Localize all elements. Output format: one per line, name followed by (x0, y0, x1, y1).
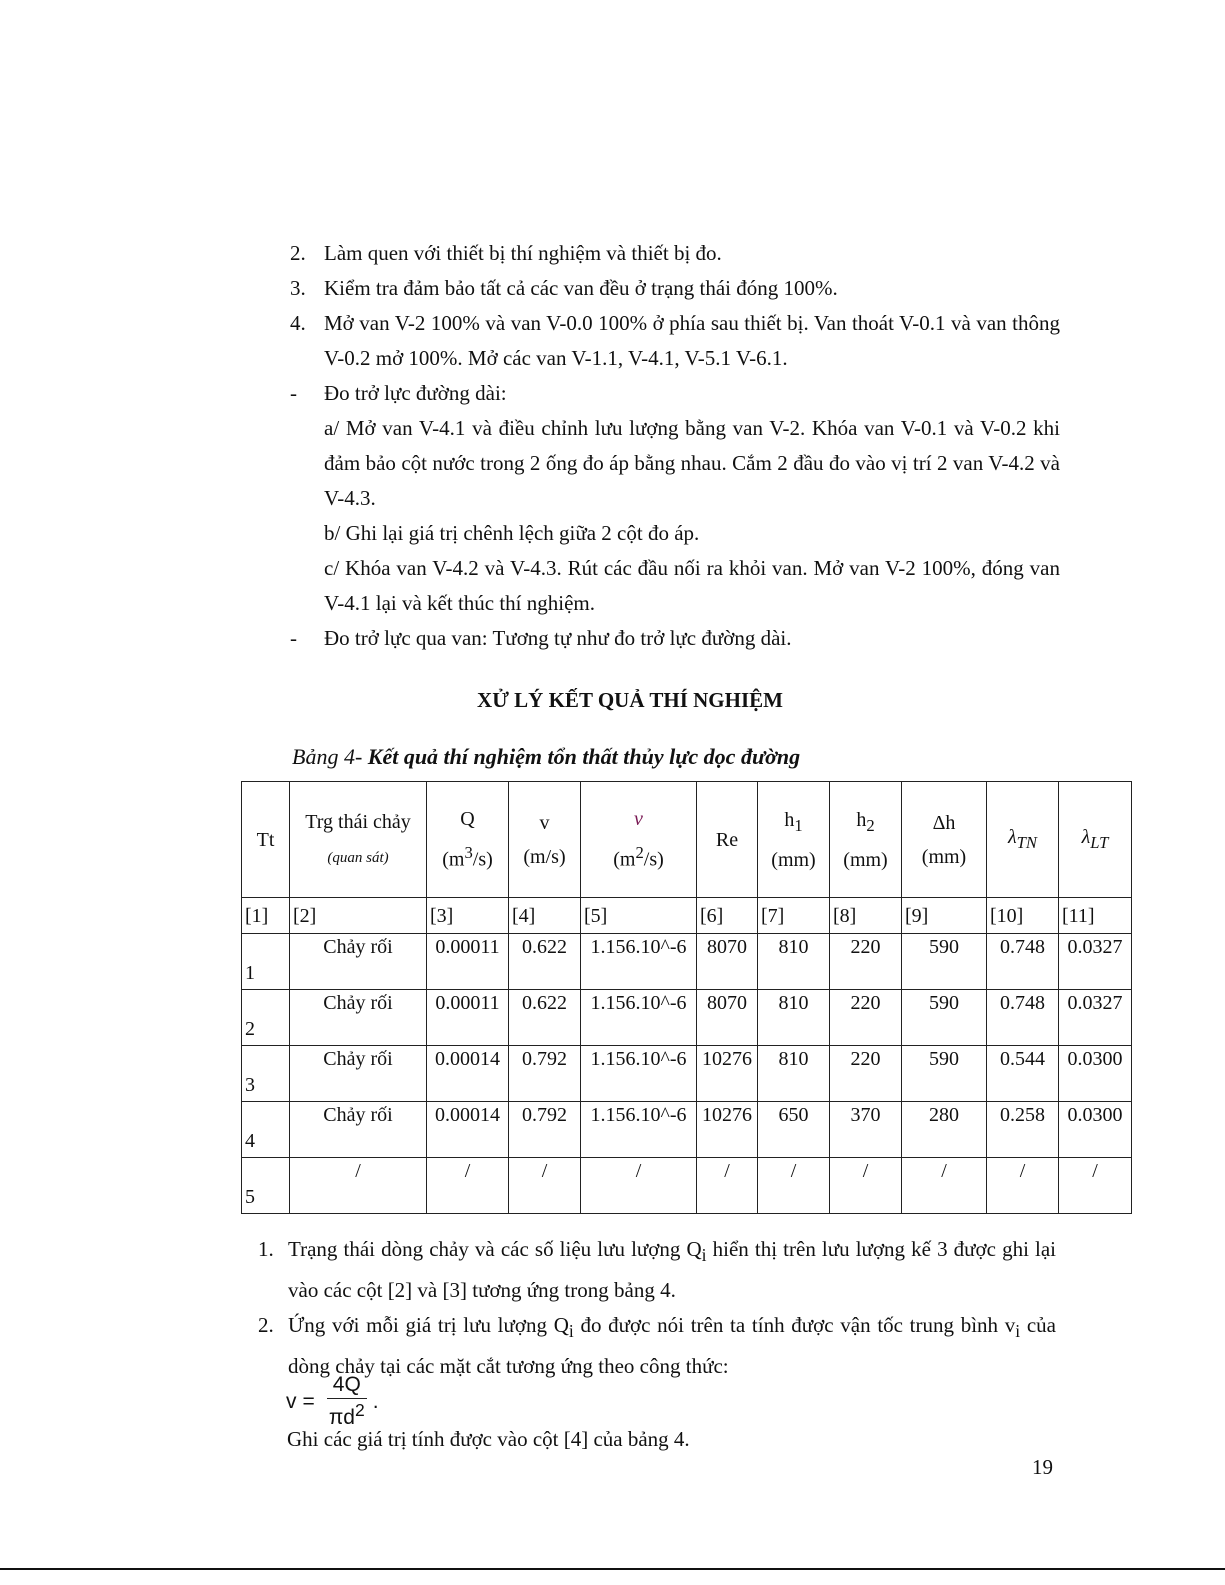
index-cell: [11] (1059, 898, 1132, 934)
procedure-steps (290, 236, 1060, 656)
step-text: Mở van V-2 100% và van V-0.0 100% ở phía sau thiết bị. Van thoát V-0.1 và van thông V-0.2 mở 100%. Mở các van V-1.1, V-4.1, V-5.1 V-6.1. (324, 311, 1060, 370)
formula-end: . (372, 1389, 379, 1413)
table-row (242, 1046, 1132, 1102)
index-cell: [9] (902, 898, 987, 934)
velocity-formula (286, 1373, 379, 1430)
table-cell: 0.0300 (1059, 1046, 1132, 1102)
step-number: 2. (290, 241, 306, 265)
table-cell: 810 (758, 990, 830, 1046)
table-cell: 4 (242, 1102, 290, 1158)
index-cell: [3] (427, 898, 509, 934)
table-cell: / (830, 1158, 902, 1214)
table-cell: 1.156.10^-6 (581, 1102, 697, 1158)
table-cell: Chảy rối (290, 934, 427, 990)
header-v: v (m/s) (509, 782, 581, 898)
step-text: Kiểm tra đảm bảo tất cả các van đều ở trạng thái đóng 100%. (324, 276, 838, 300)
index-cell: [4] (509, 898, 581, 934)
table-cell: Chảy rối (290, 1102, 427, 1158)
table-cell: Chảy rối (290, 990, 427, 1046)
table-row (242, 1158, 1132, 1214)
table-cell: 370 (830, 1102, 902, 1158)
long-pipe-step-c: c/ Khóa van V-4.2 và V-4.3. Rút các đầu nối ra khỏi van. Mở van V-2 100%, đóng van V-4.1 lại và kết thúc thí nghiệm. (324, 556, 1060, 615)
table-cell: Chảy rối (290, 1046, 427, 1102)
table-cell: 0.00014 (427, 1102, 509, 1158)
index-cell: [7] (758, 898, 830, 934)
table-cell: 0.748 (987, 934, 1059, 990)
table-row (242, 990, 1132, 1046)
table-cell: 220 (830, 934, 902, 990)
formula-numerator: 4Q (327, 1373, 367, 1399)
table-cell: 0.748 (987, 990, 1059, 1046)
header-re: Re (697, 782, 758, 898)
header-delta-h: Δh (mm) (902, 782, 987, 898)
formula-lhs: v (286, 1389, 297, 1413)
index-cell: [1] (242, 898, 290, 934)
note-number: 2. (258, 1313, 274, 1338)
processing-notes (258, 1232, 1056, 1384)
table-index-row (242, 898, 1132, 934)
table-cell: 1 (242, 934, 290, 990)
table-cell: 0.0300 (1059, 1102, 1132, 1158)
final-line: Ghi các giá trị tính được vào cột [4] của bảng 4. (287, 1427, 690, 1451)
table-cell: / (902, 1158, 987, 1214)
table-cell: / (581, 1158, 697, 1214)
index-cell: [5] (581, 898, 697, 934)
table-cell: / (987, 1158, 1059, 1214)
table-cell: 5 (242, 1158, 290, 1214)
header-state: Trg thái chảy (quan sát) (290, 782, 427, 898)
table-cell: 0.258 (987, 1102, 1059, 1158)
header-state-note: (quan sát) (327, 849, 389, 866)
table-cell: 3 (242, 1046, 290, 1102)
header-h1: $h_1$ (mm) (758, 782, 830, 898)
table-cell: 1.156.10^-6 (581, 934, 697, 990)
table-cell: 1.156.10^-6 (581, 990, 697, 1046)
table-cell: 0.00011 (427, 990, 509, 1046)
formula-denominator: $\pi d^2$ (328, 1400, 365, 1429)
table-cell: 220 (830, 990, 902, 1046)
step-4 (290, 306, 1060, 376)
index-cell: [10] (987, 898, 1059, 934)
table-row (242, 1102, 1132, 1158)
table-cell: 10276 (697, 1046, 758, 1102)
table-cell: / (290, 1158, 427, 1214)
table-header-row (242, 782, 1132, 898)
results-table (241, 781, 1132, 1214)
note-1 (258, 1232, 1056, 1308)
page-bottom-rule (0, 1568, 1225, 1570)
table-cell: 8070 (697, 990, 758, 1046)
step-text: Làm quen với thiết bị thí nghiệm và thiết bị đo. (324, 241, 722, 265)
table-cell: / (1059, 1158, 1132, 1214)
table-cell: 590 (902, 990, 987, 1046)
formula-fraction (327, 1373, 367, 1430)
index-cell: [8] (830, 898, 902, 934)
valve-text: Đo trở lực qua van: Tương tự như đo trở lực đường dài. (324, 626, 792, 650)
table-cell: 0.622 (509, 934, 581, 990)
page-number: 19 (1032, 1455, 1053, 1479)
step-2 (290, 236, 1060, 271)
note-number: 1. (258, 1237, 274, 1261)
table-cell: 0.792 (509, 1046, 581, 1102)
table-caption (292, 744, 800, 770)
table-cell: / (427, 1158, 509, 1214)
table-cell: 810 (758, 1046, 830, 1102)
table-cell: 0.00014 (427, 1046, 509, 1102)
header-h2: $h_2$ (mm) (830, 782, 902, 898)
index-cell: [6] (697, 898, 758, 934)
table-cell: / (758, 1158, 830, 1214)
table-row (242, 934, 1132, 990)
table-cell: 590 (902, 934, 987, 990)
note-text: Trạng thái dòng chảy và các số liệu lưu lượng $Q_i$ hiển thị trên lưu lượng kế 3 được ghi lại vào các cột [2] và [3] tương ứng trong bảng 4. (288, 1237, 1056, 1303)
table-cell: 2 (242, 990, 290, 1046)
step-number: 3. (290, 276, 306, 300)
table-cell: 10276 (697, 1102, 758, 1158)
table-cell: / (509, 1158, 581, 1214)
table-cell: 220 (830, 1046, 902, 1102)
table-cell: 0.544 (987, 1046, 1059, 1102)
table-cell: 0.00011 (427, 934, 509, 990)
table-cell: / (697, 1158, 758, 1214)
table-cell: 0.622 (509, 990, 581, 1046)
step-number: 4. (290, 311, 306, 335)
section-title: XỬ LÝ KẾT QUẢ THÍ NGHIỆM (477, 688, 783, 712)
valve-heading (290, 621, 1060, 656)
bullet-dash: - (290, 381, 297, 405)
header-lambda-tn: $\lambda_{TN}$ (987, 782, 1059, 898)
long-pipe-heading (290, 376, 1060, 411)
header-tt: Tt (242, 782, 290, 898)
table-cell: 0.792 (509, 1102, 581, 1158)
table-cell: 280 (902, 1102, 987, 1158)
long-pipe-heading-text: Đo trở lực đường dài: (324, 381, 507, 405)
bullet-dash: - (290, 626, 297, 650)
long-pipe-step-a: a/ Mở van V-4.1 và điều chỉnh lưu lượng bằng van V-2. Khóa van V-0.1 và V-0.2 khi đảm bảo cột nước trong 2 ống đo áp bằng nhau. Cắm 2 đầu đo vào vị trí 2 van V-4.2 và V-4.3. (324, 416, 1060, 510)
table-cell: 1.156.10^-6 (581, 1046, 697, 1102)
table-cell: 0.0327 (1059, 990, 1132, 1046)
header-lambda-lt: $\lambda_{LT}$ (1059, 782, 1132, 898)
table-cell: 8070 (697, 934, 758, 990)
table-cell: 650 (758, 1102, 830, 1158)
table-cell: 810 (758, 934, 830, 990)
table-cell: 0.0327 (1059, 934, 1132, 990)
table-caption-prefix: Bảng 4- (292, 744, 368, 769)
table-cell: 590 (902, 1046, 987, 1102)
long-pipe-step-b: b/ Ghi lại giá trị chênh lệch giữa 2 cột đo áp. (324, 521, 700, 545)
index-cell: [2] (290, 898, 427, 934)
header-nu: ν $(m^2/s)$ (581, 782, 697, 898)
note-text: Ứng với mỗi giá trị lưu lượng $Q_i$ đo được nói trên ta tính được vận tốc trung bình $v_i$ của dòng chảy tại các mặt cắt tương ứng theo công thức: (288, 1313, 1056, 1379)
step-3 (290, 271, 1060, 306)
table-caption-title: Kết quả thí nghiệm tổn thất thủy lực dọc đường (367, 744, 801, 769)
header-q: Q $(m^3/s)$ (427, 782, 509, 898)
formula-equals: = (302, 1389, 315, 1413)
